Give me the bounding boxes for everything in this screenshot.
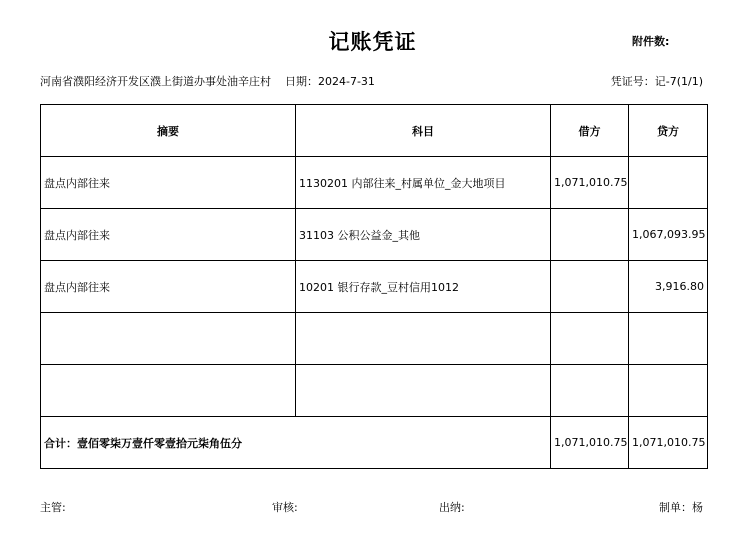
row-debit: 1,071,010.75 — [551, 157, 629, 209]
header-debit: 借方 — [551, 105, 629, 157]
row-credit — [629, 157, 708, 209]
header-credit: 贷方 — [629, 105, 708, 157]
reviewer-signature: 审核: — [272, 501, 298, 514]
row-account — [296, 365, 551, 417]
table-row — [41, 157, 708, 209]
total-label: 合计：壹佰零柒万壹仟零壹拾元柒角伍分 — [41, 417, 551, 469]
voucher-date: 日期：2024-7-31 — [285, 75, 375, 88]
row-credit: 1,067,093.95 — [629, 209, 708, 261]
total-row — [41, 417, 708, 469]
row-account — [296, 313, 551, 365]
voucher-title: 记账凭证 — [328, 30, 417, 54]
cashier-signature: 出纳: — [439, 501, 465, 514]
row-summary: 盘点内部往来 — [41, 209, 296, 261]
row-summary — [41, 313, 296, 365]
row-credit — [629, 313, 708, 365]
row-account: 10201 银行存款_豆村信用1012 — [296, 261, 551, 313]
row-debit — [551, 313, 629, 365]
header-account: 科目 — [296, 105, 551, 157]
table-header-row — [41, 105, 708, 157]
voucher-table — [40, 104, 708, 469]
row-debit — [551, 209, 629, 261]
row-credit: 3,916.80 — [629, 261, 708, 313]
row-debit — [551, 365, 629, 417]
table-row — [41, 261, 708, 313]
table-row — [41, 365, 708, 417]
supervisor-signature: 主管: — [40, 501, 66, 514]
row-debit — [551, 261, 629, 313]
row-account: 1130201 内部往来_村属单位_金大地项目 — [296, 157, 551, 209]
total-credit: 1,071,010.75 — [629, 417, 708, 469]
row-summary — [41, 365, 296, 417]
total-debit: 1,071,010.75 — [551, 417, 629, 469]
row-summary: 盘点内部往来 — [41, 261, 296, 313]
row-summary: 盘点内部往来 — [41, 157, 296, 209]
voucher-number: 凭证号：记-7(1/1) — [610, 75, 703, 88]
table-row — [41, 313, 708, 365]
row-credit — [629, 365, 708, 417]
table-row — [41, 209, 708, 261]
unit-name: 河南省濮阳经济开发区濮上街道办事处油辛庄村 — [40, 75, 271, 88]
attachments-label: 附件数: — [632, 35, 670, 48]
header-summary: 摘要 — [41, 105, 296, 157]
voucher-info-left — [40, 73, 375, 89]
row-account: 31103 公积公益金_其他 — [296, 209, 551, 261]
preparer-signature: 制单：杨 — [659, 501, 703, 514]
